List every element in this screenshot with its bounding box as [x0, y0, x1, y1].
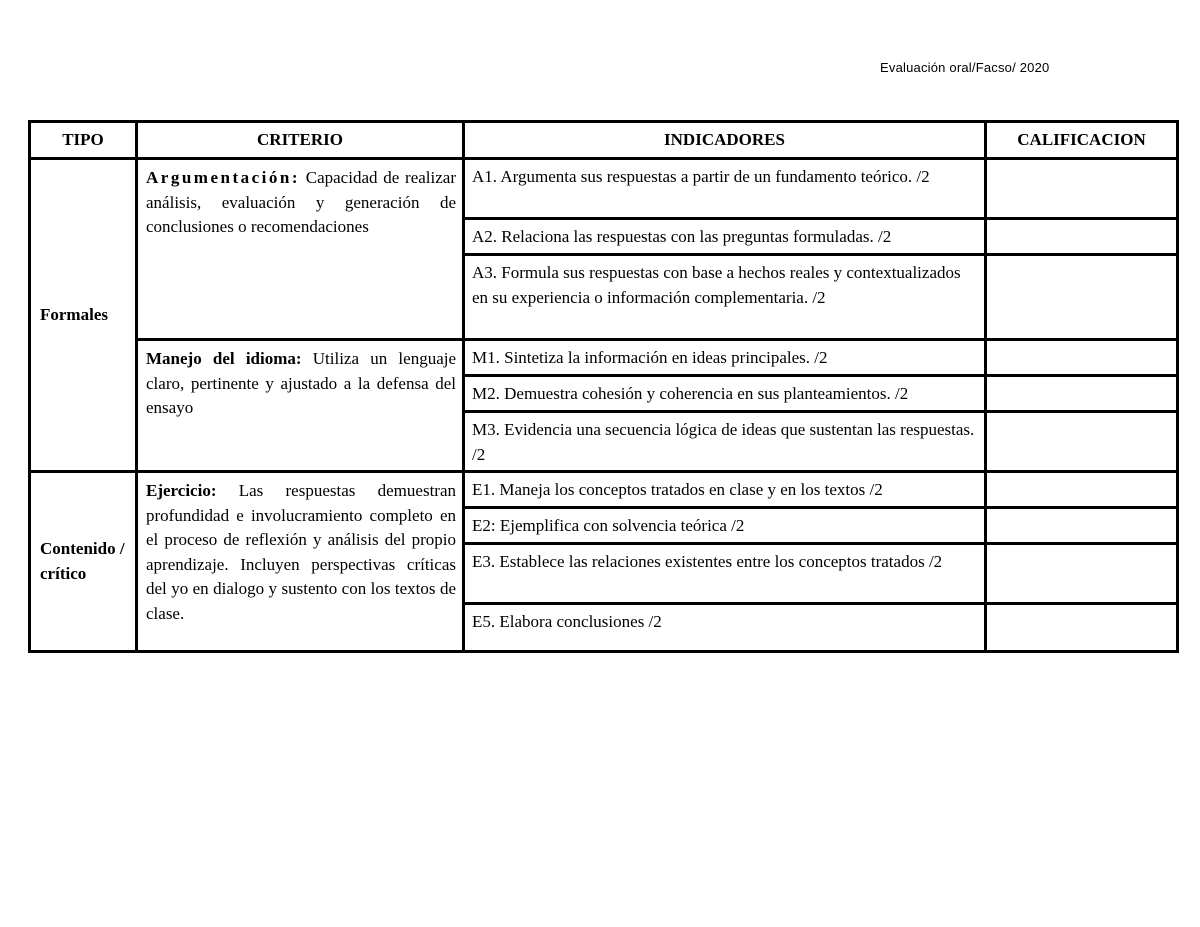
- tipo-formales: Formales: [30, 159, 137, 472]
- indicator-e3: E3. Establece las relaciones existentes entre los conceptos tratados /2: [464, 544, 986, 604]
- criterio-description: Capacidad de realizar análisis, evaluación y generación de conclusiones o recomendaciones: [146, 168, 456, 236]
- calificacion-a2-cell[interactable]: [986, 219, 1178, 255]
- criterio-argumentacion: [137, 159, 464, 340]
- rubric-table: [28, 120, 1179, 653]
- indicator-m2: M2. Demuestra cohesión y coherencia en sus planteamientos. /2: [464, 376, 986, 412]
- table-row: [30, 472, 1178, 508]
- document-header-note: Evaluación oral/Facso/ 2020: [880, 60, 1050, 75]
- indicator-e1: E1. Maneja los conceptos tratados en clase y en los textos /2: [464, 472, 986, 508]
- header-criterio: CRITERIO: [137, 122, 464, 159]
- indicator-a3: A3. Formula sus respuestas con base a hechos reales y contextualizados en su experiencia o información complementaria. /2: [464, 255, 986, 340]
- calificacion-m2-cell[interactable]: [986, 376, 1178, 412]
- criterio-description: Las respuestas demuestran profundidad e involucramiento completo en el proceso de reflexión y análisis del propio aprendizaje. Incluyen perspectivas críticas del yo en dialogo y sustento con los textos de clase.: [146, 481, 456, 623]
- indicator-m3: M3. Evidencia una secuencia lógica de ideas que sustentan las respuestas. /2: [464, 412, 986, 472]
- table-row: [30, 340, 1178, 376]
- calificacion-e3-cell[interactable]: [986, 544, 1178, 604]
- tipo-contenido-critico: Contenido / crítico: [30, 472, 137, 652]
- header-calificacion: CALIFICACION: [986, 122, 1178, 159]
- calificacion-e5-cell[interactable]: [986, 604, 1178, 652]
- indicator-a2: A2. Relaciona las respuestas con las preguntas formuladas. /2: [464, 219, 986, 255]
- header-indicadores: INDICADORES: [464, 122, 986, 159]
- criterio-description: Utiliza un lenguaje claro, pertinente y ajustado a la defensa del ensayo: [146, 349, 457, 417]
- calificacion-e2-cell[interactable]: [986, 508, 1178, 544]
- criterio-title: Manejo del idioma:: [146, 349, 302, 368]
- calificacion-m1-cell[interactable]: [986, 340, 1178, 376]
- calificacion-m3-cell[interactable]: [986, 412, 1178, 472]
- indicator-a1: A1. Argumenta sus respuestas a partir de un fundamento teórico. /2: [464, 159, 986, 219]
- calificacion-a1-cell[interactable]: [986, 159, 1178, 219]
- indicator-e5: E5. Elabora conclusiones /2: [464, 604, 986, 652]
- criterio-ejercicio: [137, 472, 464, 652]
- table-row: [30, 159, 1178, 219]
- calificacion-a3-cell[interactable]: [986, 255, 1178, 340]
- indicator-m1: M1. Sintetiza la información en ideas principales. /2: [464, 340, 986, 376]
- indicator-e2: E2: Ejemplifica con solvencia teórica /2: [464, 508, 986, 544]
- criterio-manejo-idioma: [137, 340, 464, 472]
- calificacion-e1-cell[interactable]: [986, 472, 1178, 508]
- header-tipo: TIPO: [30, 122, 137, 159]
- header-row: [30, 122, 1178, 159]
- criterio-title: Argumentación:: [146, 168, 300, 187]
- criterio-title: Ejercicio:: [146, 481, 217, 500]
